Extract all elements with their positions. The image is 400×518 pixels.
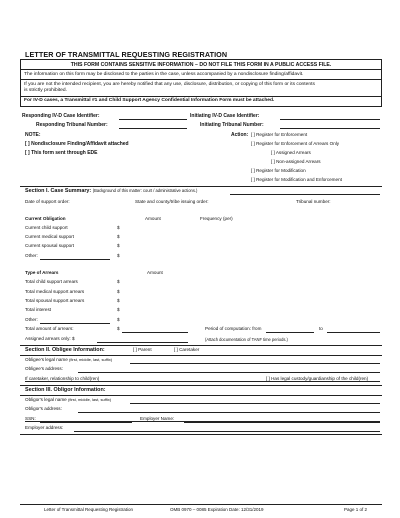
obligor-address-label: Obligor's address: bbox=[25, 406, 62, 411]
total-arrears-label: Total amount of arrears: bbox=[25, 326, 74, 331]
action-non-assigned-arrears[interactable]: [ ] Non-assigned Arrears bbox=[271, 159, 321, 164]
ssn-field[interactable] bbox=[40, 422, 132, 423]
ivd-notice: For IV-D cases, a Transmittal #1 and Child Support Agency Confidential Information Form must be attached. bbox=[24, 98, 275, 104]
arrears-header: Type of Arrears bbox=[25, 270, 59, 275]
initiating-tribunal-field[interactable] bbox=[280, 128, 380, 129]
ede-checkbox[interactable]: [ ] This form sent through EDE bbox=[25, 150, 98, 156]
form-title: LETTER OF TRANSMITTAL REQUESTING REGISTRATION bbox=[25, 50, 228, 59]
employer-name-label: Employer Name: bbox=[140, 416, 175, 421]
amount-header: Amount bbox=[145, 216, 161, 221]
dollar-sign: $ bbox=[117, 317, 120, 322]
obligee-address-label: Obligee's address: bbox=[25, 366, 63, 371]
responding-tribunal-field[interactable] bbox=[119, 128, 187, 129]
section-2-heading: Section II. Obligee Information: bbox=[25, 347, 105, 353]
sensitive-notice: THIS FORM CONTAINS SENSITIVE INFORMATION – DO NOT FILE THIS FORM IN A PUBLIC ACCESS FILE. bbox=[21, 60, 381, 70]
obligee-name-hint: (first, middle, last, suffix) bbox=[69, 357, 113, 362]
section-1-title: Section I. Case Summary: bbox=[25, 188, 92, 194]
obligation-child-support: Current child support bbox=[25, 225, 68, 230]
recipient-notice-line-2: is strictly prohibited. bbox=[24, 88, 67, 94]
dollar-sign: $ bbox=[117, 243, 120, 248]
action-register-modification[interactable]: [ ] Register for Modification bbox=[251, 168, 306, 173]
action-assigned-arrears[interactable]: [ ] Assigned Arrears bbox=[271, 150, 311, 155]
tribunal-number-label: Tribunal number: bbox=[296, 199, 331, 204]
frequency-header: Frequency (per) bbox=[200, 216, 233, 221]
date-of-order-label: Date of support order: bbox=[25, 199, 70, 204]
obligation-spousal-support: Current spousal support bbox=[25, 243, 75, 248]
dollar-sign: $ bbox=[117, 234, 120, 239]
obligor-name-field[interactable] bbox=[130, 403, 380, 404]
employer-name-field[interactable] bbox=[184, 422, 380, 423]
arrears-amount-header: Amount bbox=[147, 270, 163, 275]
legal-custody-checkbox[interactable]: [ ] Has legal custody/guardianship of the child(ren) bbox=[266, 376, 369, 381]
arrears-interest: Total interest bbox=[25, 307, 52, 312]
obligee-name-field[interactable] bbox=[130, 363, 380, 364]
tanf-note: (Attach documentation of TANF time periods.) bbox=[205, 337, 288, 342]
section-3-heading: Section III. Obligor Information: bbox=[25, 387, 106, 393]
recipient-notice bbox=[21, 80, 381, 96]
computation-period-label: Period of computation: from bbox=[205, 326, 262, 331]
dollar-sign: $ bbox=[117, 225, 120, 230]
employer-address-field[interactable] bbox=[74, 431, 380, 432]
divider bbox=[20, 395, 382, 396]
notice-box bbox=[20, 59, 382, 107]
action-label: Action: bbox=[231, 132, 249, 138]
initiating-case-id-label: Initiating IV-D Case Identifier: bbox=[190, 113, 260, 119]
obligation-medical-support: Current medical support bbox=[25, 234, 75, 239]
divider bbox=[20, 385, 382, 386]
arrears-child-support: Total child support arrears bbox=[25, 279, 78, 284]
period-to-field[interactable] bbox=[327, 332, 380, 333]
action-register-enforcement[interactable]: [ ] Register for Enforcement bbox=[251, 132, 308, 137]
dollar-sign: $ bbox=[117, 279, 120, 284]
obligee-address-field[interactable] bbox=[78, 372, 380, 373]
current-obligation-header: Current Obligation bbox=[25, 216, 66, 221]
section-1-note: (Background of this matter: court / administrative actions.) bbox=[92, 188, 198, 193]
parent-checkbox[interactable]: [ ] Parent bbox=[133, 347, 152, 352]
responding-case-id-label: Responding IV-D Case Identifier: bbox=[22, 113, 100, 119]
action-modification-enforcement[interactable]: [ ] Register for Modification and Enforcement bbox=[251, 177, 342, 182]
period-from-field[interactable] bbox=[266, 332, 314, 333]
obligee-name-label bbox=[25, 357, 112, 362]
divider bbox=[20, 355, 382, 356]
employer-address-label: Employer address: bbox=[25, 425, 64, 430]
arrears-other: Other: bbox=[25, 317, 38, 322]
responding-tribunal-label: Responding Tribunal Number: bbox=[36, 122, 108, 128]
divider bbox=[20, 345, 382, 346]
case-summary-field[interactable] bbox=[230, 194, 380, 195]
caretaker-checkbox[interactable]: [ ] Caretaker bbox=[174, 347, 200, 352]
dollar-sign: $ bbox=[117, 326, 120, 331]
dollar-sign: $ bbox=[117, 307, 120, 312]
initiating-case-id-field[interactable] bbox=[280, 119, 380, 120]
period-to-label: to bbox=[319, 326, 323, 331]
assigned-arrears-field[interactable] bbox=[97, 342, 188, 343]
assigned-arrears-label: Assigned arrears only: $ bbox=[25, 336, 75, 341]
footer-omb: OMB 0970 – 0085 Expiration Date: 12/31/2019 bbox=[170, 507, 264, 512]
recipient-notice-line-1: If you are not the intended recipient, you are hereby notified that any use, disclosure, distribution, or copying of this form or its contents bbox=[24, 81, 315, 87]
arrears-spousal-support: Total spousal support arrears bbox=[25, 298, 85, 303]
obligee-address-field-2[interactable] bbox=[25, 381, 380, 382]
caretaker-relationship-label: If caretaker, relationship to child(ren) bbox=[25, 376, 100, 381]
obligation-other-field[interactable] bbox=[40, 259, 110, 260]
footer-page-number: Page 1 of 2 bbox=[344, 507, 368, 512]
obligor-name-label bbox=[25, 397, 111, 402]
responding-case-id-field[interactable] bbox=[119, 119, 187, 120]
obligor-address-field[interactable] bbox=[78, 412, 380, 413]
arrears-medical-support: Total medical support arrears bbox=[25, 289, 85, 294]
section-1-heading bbox=[25, 188, 197, 194]
issuing-state-label: State and county/tribe issuing order: bbox=[135, 199, 209, 204]
note-label: NOTE: bbox=[25, 132, 41, 138]
divider bbox=[20, 186, 382, 187]
nondisclosure-checkbox[interactable]: [ ] Nondisclosure Finding/Affidavit attached bbox=[25, 141, 129, 147]
obligation-other: Other: bbox=[25, 253, 38, 258]
footer-rule bbox=[20, 504, 382, 505]
dollar-sign: $ bbox=[117, 253, 120, 258]
arrears-other-field[interactable] bbox=[40, 323, 110, 324]
divider bbox=[20, 434, 382, 435]
action-register-arrears-only[interactable]: [ ] Register for Enforcement of Arrears Only bbox=[251, 141, 340, 146]
dollar-sign: $ bbox=[117, 289, 120, 294]
obligor-name-hint: (first, middle, last, suffix) bbox=[68, 397, 112, 402]
ssn-label: SSN: bbox=[25, 416, 36, 421]
obligor-name-text: Obligor's legal name bbox=[25, 397, 67, 402]
dollar-sign: $ bbox=[117, 298, 120, 303]
footer-form-name: Letter of Transmittal Requesting Registration bbox=[44, 507, 134, 512]
initiating-tribunal-label: Initiating Tribunal Number: bbox=[200, 122, 264, 128]
disclosure-notice: The information on this form may be disclosed to the parties in the case, unless accompanied by a nondisclosure finding/affidavit. bbox=[21, 70, 381, 80]
obligee-name-text: Obligee's legal name bbox=[25, 357, 68, 362]
total-arrears-field[interactable] bbox=[122, 332, 188, 333]
